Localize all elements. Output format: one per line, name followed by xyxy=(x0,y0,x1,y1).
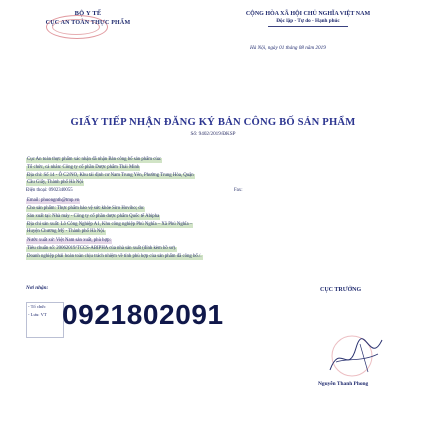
body-line-factory-address-2: Huyện Chương Mỹ - Thành phố Hà Nội. xyxy=(27,229,106,234)
body-line-address-2: Cầu Giấy, Thành phố Hà Nội xyxy=(27,180,84,185)
phone-number-overlay: 0921802091 xyxy=(62,299,224,330)
body-line-address-1: Địa chỉ: Số 14 - Ô C2/NO, Khu tái định cư Nam Trung Yên, Phường Trung Hòa, Quận xyxy=(27,173,194,178)
ministry-name: BỘ Y TẾ xyxy=(74,10,102,17)
signer-name: Nguyễn Thanh Phong xyxy=(318,381,369,387)
document-number: Số: 9402/2019/ĐKSP xyxy=(190,131,236,137)
national-motto: Độc lập - Tự do - Hạnh phúc xyxy=(276,18,340,24)
recipient-item: - Tổ chức xyxy=(28,304,46,309)
recipients-heading: Nơi nhận: xyxy=(26,285,49,291)
body-line-fax: Fax: xyxy=(234,188,243,193)
body-line-intro: Cục An toàn thực phẩm xác nhận đã nhận Bản công bố sản phẩm của: xyxy=(27,157,162,162)
body-line-email: Email: phuongnth@tmp.vn xyxy=(27,198,80,203)
body-line-origin: Nước xuất xứ: Việt Nam sản xuất, phù hợp: xyxy=(27,238,111,243)
body-line-manufacturer: Sản xuất tại: Nhà máy - Công ty cổ phần dược phẩm Quốc tế Abipha xyxy=(27,214,160,219)
motto-underline xyxy=(268,26,348,27)
signer-position: CỤC TRƯỞNG xyxy=(320,287,362,293)
signature-stamp-icon xyxy=(322,332,388,382)
body-line-standard: Tiêu chuẩn số: 20062019/TCCS-ABIPHA của nhà sản xuất (đính kèm hồ sơ). xyxy=(27,246,177,251)
republic-name: CỘNG HÒA XÃ HỘI CHỦ NGHĨA VIỆT NAM xyxy=(245,11,371,17)
body-line-organization: Tổ chức, cá nhân: Công ty cổ phần Dược phẩm Thái Minh xyxy=(27,165,140,170)
department-name: CỤC AN TOÀN THỰC PHẨM xyxy=(45,20,131,26)
body-line-phone: Điện thoại: 0902340055 xyxy=(26,188,73,193)
body-line-factory-address-1: Địa chỉ sản xuất: Lô Công Nghiệp A1, Khu công nghiệp Phú Nghĩa – Xã Phú Nghĩa – xyxy=(27,222,193,227)
document-title: GIẤY TIẾP NHẬN ĐĂNG KÝ BẢN CÔNG BỐ SẢN PHẨM xyxy=(70,117,356,128)
body-line-product: Cho sản phẩm: Thực phẩm bảo vệ sức khỏe Siro Hoviho; do: xyxy=(27,206,145,211)
recipient-item: - Lưu: VT xyxy=(28,312,47,317)
body-line-responsibility: Doanh nghiệp phải hoàn toàn chịu trách nhiệm về tính phù hợp của sản phẩm đã công bố./. xyxy=(27,254,202,259)
place-date: Hà Nội, ngày 01 tháng 08 năm 2019 xyxy=(250,45,326,51)
